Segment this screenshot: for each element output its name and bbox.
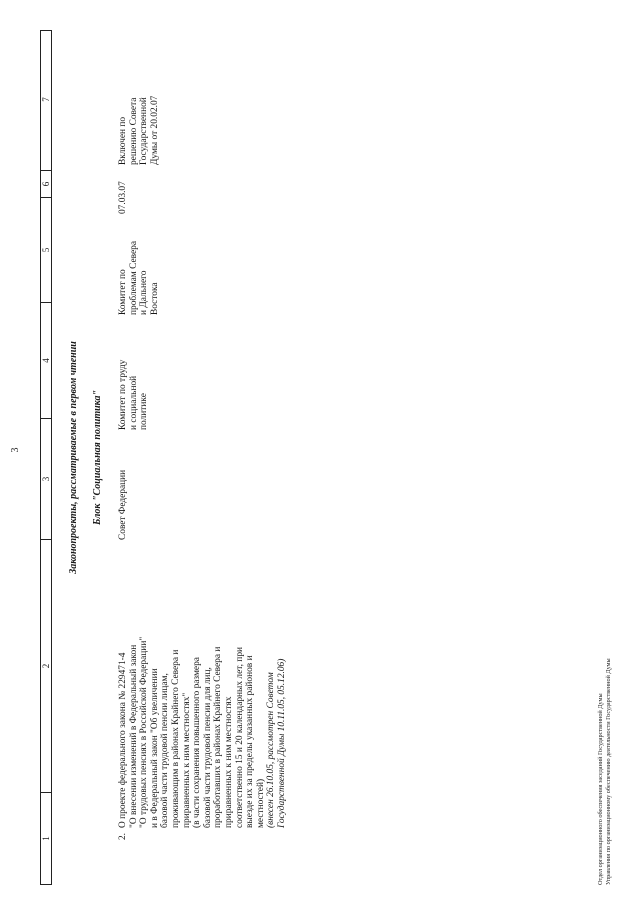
coexecutor-committee-line: проблемам Севера — [128, 241, 139, 315]
bill-title-line: "О трудовых пенсиях в Российской Федерации" — [139, 636, 150, 828]
status-line: решению Совета — [128, 97, 139, 165]
bill-title-line: местностей) — [255, 778, 266, 828]
bill-title-line: базовой части трудовой пенсии лицам, — [160, 673, 171, 828]
bill-title-line: приравненных к ним местностях" — [181, 692, 192, 828]
bill-note-line: (внесен 26.10.05, рассмотрен Советом — [266, 672, 277, 828]
bill-title-line: и в Федеральный закон "Об увеличении — [149, 668, 160, 828]
block-title: Блок "Социальная политика" — [92, 389, 103, 526]
column-number-4: 4 — [41, 302, 51, 418]
column-number-6: 6 — [41, 170, 51, 197]
bill-title — [118, 568, 288, 828]
status-line: Включен по — [118, 116, 128, 165]
column-number-1: 1 — [41, 792, 51, 884]
section-title: Законопроекты, рассматриваемые в первом чтении — [68, 341, 79, 574]
footer-line-1: Отдел организационного обеспечения заседаний Государственной Думы — [597, 693, 604, 885]
responsible-committee-line: и социальной — [128, 375, 139, 430]
bill-note-line: Государственной Думы 10.11.05, 05.12.06) — [276, 658, 287, 828]
footer-line-2: Управления по организационному обеспечению деятельности Государственной Думы — [605, 658, 612, 885]
status — [118, 35, 160, 165]
bill-title-line: (в части сохранения повышенного размера — [192, 657, 203, 828]
bill-title-line: проживающим в районах Крайнего Севера и — [170, 649, 181, 828]
column-number-header — [40, 30, 52, 885]
coexecutor-committee-line: и Дальнего — [139, 270, 150, 315]
coexecutor-committee-line: Востока — [149, 282, 160, 315]
row-number: 2. — [118, 832, 128, 840]
page-number: 3 — [10, 447, 21, 453]
coexecutor-committee-line: Комитет по — [118, 269, 128, 315]
coexecutor-committee — [118, 215, 160, 315]
bill-title-line: базовой части трудовой пенсии для лиц, — [202, 667, 213, 828]
initiator: Совет Федерации — [118, 469, 128, 540]
review-date: 07.03.07 — [118, 181, 128, 214]
bill-title-line: соответственно 15 и 20 календарных лет, при — [234, 646, 245, 828]
column-number-3: 3 — [41, 418, 51, 539]
bill-title-line: "О внесении изменений в Федеральный закон — [128, 644, 139, 828]
column-number-2: 2 — [41, 539, 51, 792]
responsible-committee-line: Комитет по труду — [118, 359, 128, 430]
status-line: Государственной — [139, 97, 150, 165]
responsible-committee — [118, 320, 150, 430]
bill-title-line: выезде их за пределы указанных районов и — [245, 655, 256, 828]
bill-title-line: проработавших в районах Крайнего Севера и — [213, 646, 224, 828]
bill-title-line: приравненных к ним местностях — [223, 696, 234, 828]
column-number-5: 5 — [41, 197, 51, 302]
responsible-committee-line: политике — [139, 393, 150, 430]
bill-title-line: О проекте федерального закона № 229471-4 — [118, 652, 128, 828]
column-number-7: 7 — [41, 97, 51, 102]
status-line: Думы от 20.02.07 — [149, 95, 160, 165]
